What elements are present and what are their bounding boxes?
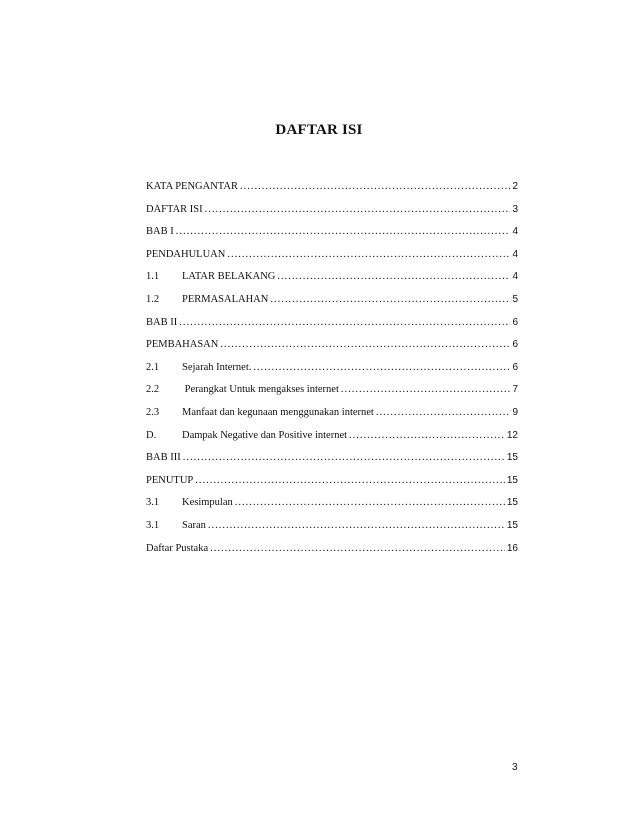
toc-entry[interactable] [146, 294, 518, 317]
toc-entry-label: PENUTUP [146, 474, 194, 486]
toc-entry[interactable] [146, 452, 518, 475]
toc-entry-number: 3.1 [146, 497, 160, 509]
toc-entry[interactable] [146, 384, 518, 407]
toc-entry[interactable] [146, 249, 518, 272]
toc-dot-leader [205, 204, 511, 215]
toc-dot-leader [210, 543, 505, 554]
toc-entry-page: 9 [512, 406, 518, 418]
toc-entry-page: 4 [512, 226, 518, 238]
toc-entry-page: 4 [512, 271, 518, 283]
toc-entry[interactable] [146, 497, 518, 520]
toc-entry-label: Daftar Pustaka [146, 542, 209, 554]
toc-dot-leader [176, 226, 511, 237]
toc-entry-page: 15 [506, 497, 518, 509]
toc-entry-label: PEMBAHASAN [146, 339, 219, 351]
toc-entry[interactable] [146, 271, 518, 294]
page-number: 3 [512, 762, 518, 773]
toc-entry-number: 1.2 [146, 293, 160, 305]
toc-entry[interactable] [146, 317, 518, 340]
toc-entry-number: D. [146, 429, 157, 441]
page-title: DAFTAR ISI [275, 122, 363, 138]
toc-entry[interactable] [146, 543, 518, 566]
toc-entry-page: 12 [506, 429, 518, 441]
toc-dot-leader [183, 452, 505, 463]
toc-entry-label: BAB III [146, 452, 181, 464]
toc-entry-label: Kesimpulan [182, 497, 233, 509]
toc-entry-number: 1.1 [146, 271, 160, 283]
toc-entry-number: 2.3 [146, 406, 160, 418]
toc-entry-label: Manfaat dan kegunaan menggunakan internet [182, 406, 374, 418]
toc-entry-label: KATA PENGANTAR [146, 181, 238, 192]
toc-entry[interactable] [146, 181, 518, 204]
toc-entry-page: 4 [512, 248, 518, 260]
toc-entry[interactable] [146, 475, 518, 498]
toc-entry-page: 6 [512, 361, 518, 373]
toc-entry-page: 5 [512, 293, 518, 305]
toc-entry-label: BAB II [146, 316, 178, 328]
table-of-contents [146, 181, 518, 565]
toc-entry-page: 16 [506, 542, 518, 554]
toc-dot-leader [341, 384, 511, 395]
toc-entry-label: Perangkat Untuk mengakses internet [182, 384, 339, 396]
toc-entry-page: 15 [506, 474, 518, 486]
toc-entry-number: 2.2 [146, 384, 160, 396]
toc-entry[interactable] [146, 339, 518, 362]
toc-dot-leader [235, 497, 505, 508]
toc-entry-page: 15 [506, 452, 518, 464]
toc-dot-leader [349, 430, 505, 441]
toc-entry-label: DAFTAR ISI [146, 203, 203, 215]
toc-entry-page: 6 [512, 339, 518, 351]
toc-entry-label: Sejarah Internet. [182, 361, 252, 373]
toc-dot-leader [179, 317, 510, 328]
toc-entry-label: PERMASALAHAN [182, 293, 269, 305]
toc-entry[interactable] [146, 204, 518, 227]
toc-dot-leader [220, 339, 510, 350]
toc-entry-page: 2 [512, 181, 518, 192]
toc-dot-leader [253, 362, 510, 373]
toc-dot-leader [195, 475, 505, 486]
toc-entry-number: 2.1 [146, 361, 160, 373]
toc-entry-label: LATAR BELAKANG [182, 271, 276, 283]
toc-dot-leader [208, 520, 505, 531]
toc-entry[interactable] [146, 362, 518, 385]
toc-entry-number: 3.1 [146, 519, 160, 531]
toc-dot-leader [227, 249, 510, 260]
toc-dot-leader [240, 181, 510, 192]
toc-dot-leader [376, 407, 511, 418]
toc-entry[interactable] [146, 430, 518, 453]
toc-entry-label: PENDAHULUAN [146, 248, 226, 260]
toc-entry-label: Dampak Negative dan Positive internet [182, 429, 348, 441]
toc-dot-leader [277, 271, 510, 282]
toc-entry-page: 7 [512, 384, 518, 396]
toc-entry[interactable] [146, 226, 518, 249]
toc-entry[interactable] [146, 407, 518, 430]
toc-entry[interactable] [146, 520, 518, 543]
toc-entry-page: 3 [512, 203, 518, 215]
toc-entry-label: Saran [182, 519, 206, 531]
toc-entry-page: 15 [506, 519, 518, 531]
toc-entry-label: BAB I [146, 226, 174, 238]
toc-entry-page: 6 [512, 316, 518, 328]
toc-dot-leader [270, 294, 510, 305]
